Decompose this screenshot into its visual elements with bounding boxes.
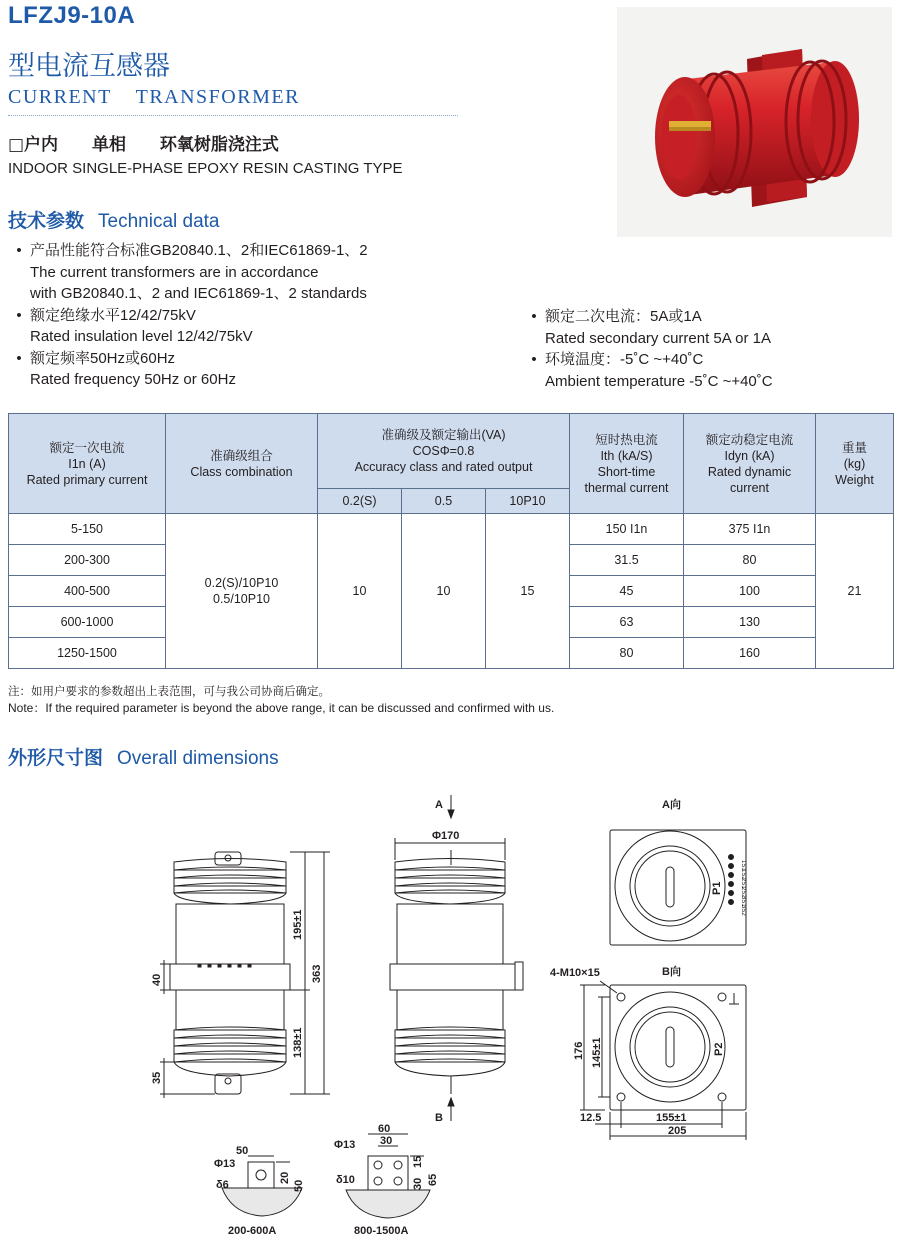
label-35: 35 (151, 1071, 163, 1084)
header-acc-05: 0.5 (402, 489, 486, 514)
a-view (610, 830, 746, 945)
spec-item-en: Rated secondary current 5A or 1A (545, 329, 771, 347)
label-t1-phi13: Φ13 (214, 1158, 236, 1170)
label-138: 138±1 (292, 1027, 304, 1058)
label-t1-20: 20 (279, 1171, 291, 1184)
front-view (160, 852, 330, 1098)
label-40: 40 (151, 973, 163, 986)
note-en: Note：If the required parameter is beyond the above range, it can be discussed and confirmed with us. (8, 701, 555, 715)
cell-dynamic: 160 (684, 638, 816, 669)
label-p2: P2 (713, 1042, 725, 1056)
terminal-mark: 2S1 (740, 878, 746, 889)
label-t1-d6: δ6 (216, 1179, 229, 1191)
header-dynamic: 额定动稳定电流 Idyn (kA) Rated dynamic current (684, 414, 816, 514)
side-view (390, 795, 523, 1121)
cell-primary: 400-500 (9, 576, 166, 607)
note-cn: 注：如用户要求的参数超出上表范围，可与我公司协商后确定。 (8, 684, 330, 698)
dimensions-heading-en: Overall dimensions (117, 748, 279, 769)
label-195: 195±1 (292, 909, 304, 940)
title-cn: 型电流互感器 (8, 51, 170, 82)
label-145: 145±1 (591, 1037, 603, 1068)
spec-item-en: with GB20840.1、2 and IEC61869-1、2 standards (30, 285, 367, 302)
terminal-mark: 1S1 (740, 860, 746, 871)
cell-thermal: 45 (570, 576, 684, 607)
header-acc-10p10: 10P10 (486, 489, 570, 514)
label-205: 205 (668, 1125, 687, 1137)
cell-thermal: 150 I1n (570, 514, 684, 545)
label-t2-65: 65 (427, 1173, 439, 1186)
terminal-mark: 1S2 (740, 869, 746, 880)
label-176: 176 (573, 1041, 585, 1060)
technical-heading-en: Technical data (98, 211, 220, 232)
cell-dynamic: 100 (684, 576, 816, 607)
label-t2-30b: 30 (412, 1177, 424, 1190)
header-weight: 重量 (kg) Weight (816, 414, 894, 514)
label-t1-name: 200-600A (228, 1225, 277, 1237)
cell-primary: 600-1000 (9, 607, 166, 638)
label-t2-phi13: Φ13 (334, 1139, 356, 1151)
label-p1: P1 (711, 881, 723, 895)
label-12-5: 12.5 (580, 1112, 602, 1124)
subtype-epoxy: 环氧树脂浇注式 (159, 135, 279, 155)
terminal-mark: 3S2 (740, 905, 746, 916)
subtype-indoor: □户内 (8, 135, 59, 155)
spec-item-en: Ambient temperature -5˚C ~+40˚C (545, 372, 773, 390)
title-en: CURRENT TRANSFORMER (8, 86, 300, 108)
spec-item: • 额定绝缘水平12/42/75kV (16, 306, 196, 324)
subtype-phase: 单相 (91, 135, 126, 155)
dimensions-heading-cn: 外形尺寸图 (8, 747, 104, 769)
label-t1-50: 50 (236, 1145, 249, 1157)
spec-item-en: Rated insulation level 12/42/75kV (30, 328, 253, 345)
technical-heading-cn: 技术参数 (8, 210, 85, 232)
spec-item: • 额定二次电流：5A或1A (531, 308, 702, 325)
header-thermal: 短时热电流 Ith (kA/S) Short-time thermal current (570, 414, 684, 514)
cell-thermal: 31.5 (570, 545, 684, 576)
cell-weight: 21 (816, 514, 894, 669)
spec-item-en: Rated frequency 50Hz or 60Hz (30, 371, 236, 388)
cell-dynamic: 130 (684, 607, 816, 638)
cell-out-10p10: 15 (486, 514, 570, 669)
spec-item-en: The current transformers are in accordance (30, 263, 319, 281)
cell-primary: 200-300 (9, 545, 166, 576)
label-t2-60: 60 (378, 1123, 391, 1135)
label-b-arrow: B (435, 1112, 443, 1124)
spec-item: • 额定频率50Hz或60Hz (16, 349, 176, 367)
cell-dynamic: 375 I1n (684, 514, 816, 545)
label-m10: 4-M10×15 (550, 967, 600, 979)
label-b-view: B向 (662, 966, 681, 978)
label-a-arrow: A (435, 799, 443, 811)
cell-thermal: 63 (570, 607, 684, 638)
header-acc-02s: 0.2(S) (318, 489, 402, 514)
subtype-en: INDOOR SINGLE-PHASE EPOXY RESIN CASTING TYPE (8, 160, 403, 177)
cell-out-02s: 10 (318, 514, 402, 669)
cell-primary: 5-150 (9, 514, 166, 545)
header-class: 准确级组合 Class combination (166, 414, 318, 514)
cell-class: 0.2(S)/10P10 0.5/10P10 (166, 514, 318, 669)
label-t1-50b: 50 (293, 1179, 305, 1192)
model-number: LFZJ9-10A (8, 2, 136, 29)
label-phi170: Φ170 (432, 830, 460, 842)
label-363: 363 (311, 964, 323, 983)
cell-thermal: 80 (570, 638, 684, 669)
label-a-view: A向 (662, 799, 681, 811)
spec-item: • 环境温度：-5˚C ~+40˚C (531, 351, 704, 368)
label-t2-name: 800-1500A (354, 1225, 409, 1237)
spec-item: • 产品性能符合标准GB20840.1、2和IEC61869-1、2 (16, 242, 368, 259)
label-t2-d10: δ10 (336, 1174, 355, 1186)
label-t2-15: 15 (412, 1155, 424, 1168)
cell-dynamic: 80 (684, 545, 816, 576)
cell-out-05: 10 (402, 514, 486, 669)
terminal-mark: 2S2 (740, 887, 746, 898)
terminal-mark: 3S1 (740, 896, 746, 907)
header-primary-current: 额定一次电流 I1n (A) Rated primary current (9, 414, 166, 514)
label-t2-30: 30 (380, 1135, 393, 1147)
label-155: 155±1 (656, 1112, 687, 1124)
cell-primary: 1250-1500 (9, 638, 166, 669)
header-accuracy: 准确级及额定输出(VA) COSΦ=0.8 Accuracy class and rated output (318, 414, 570, 489)
